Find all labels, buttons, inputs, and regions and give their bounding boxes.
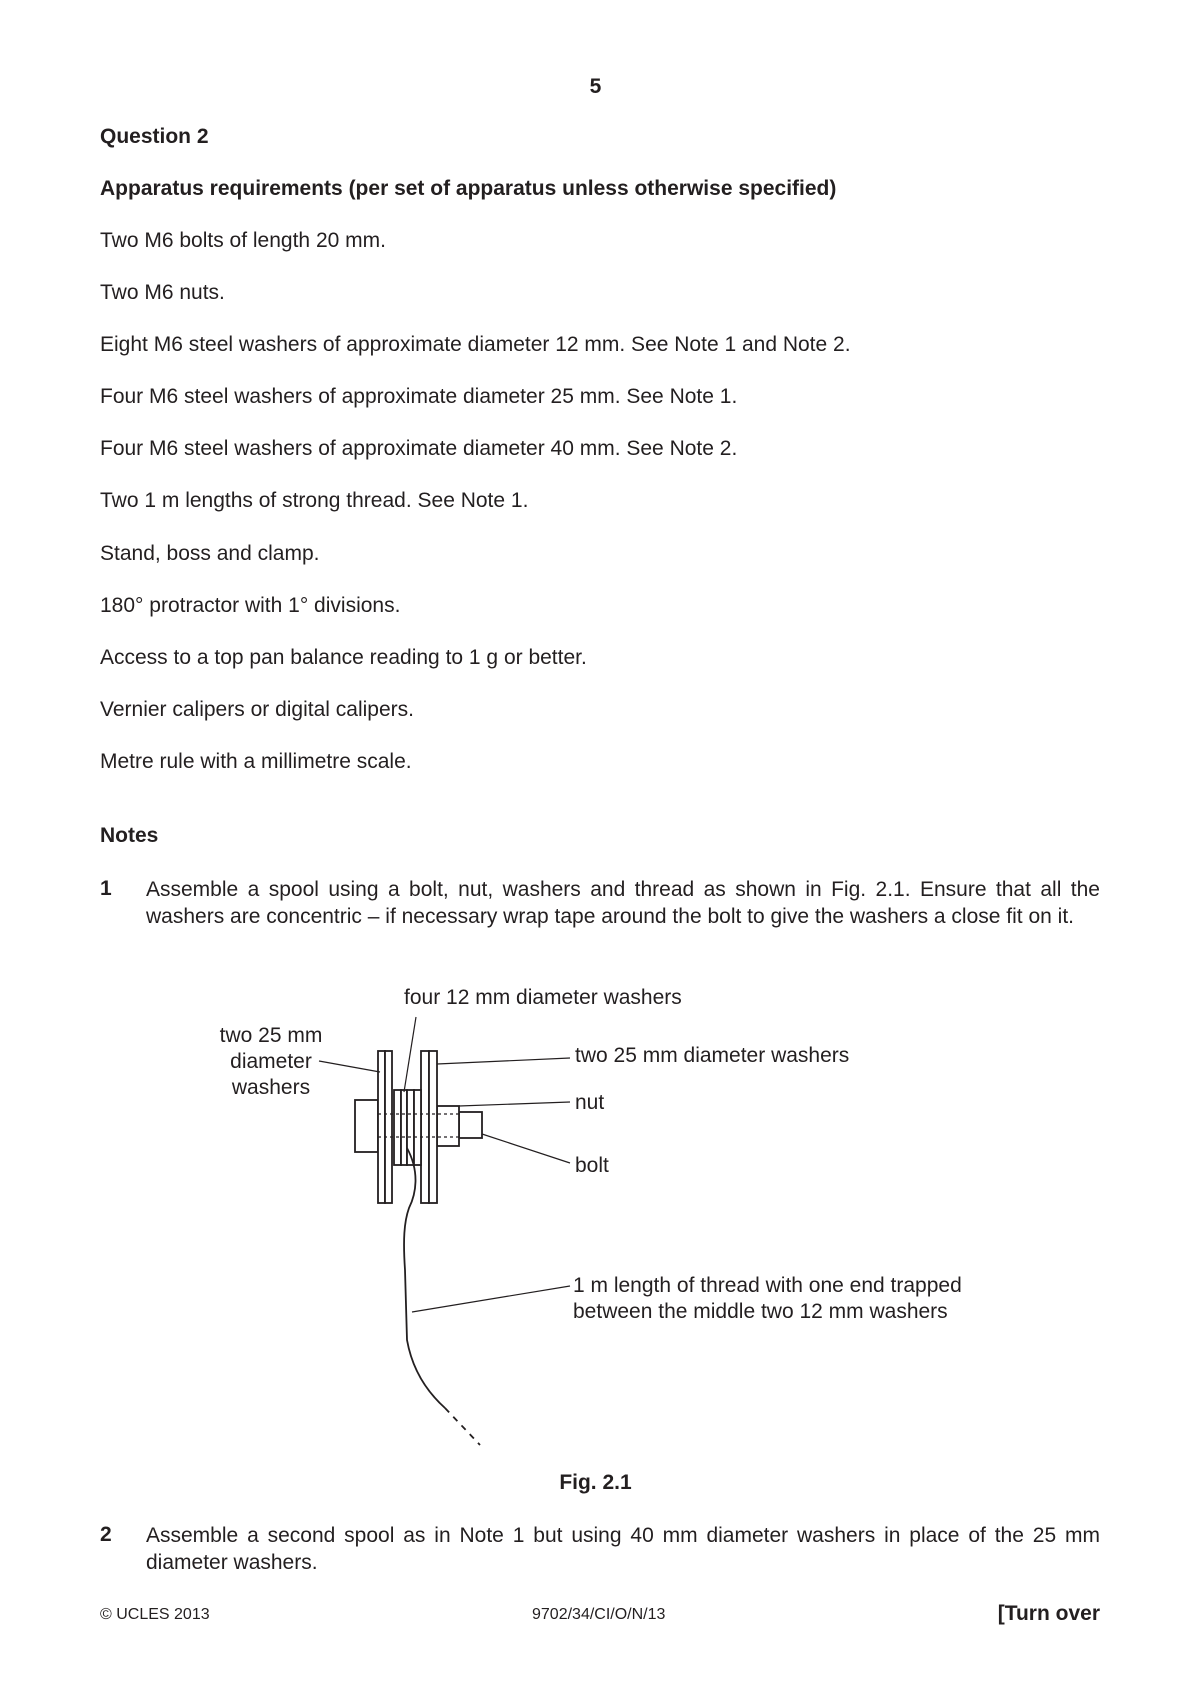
apparatus-heading: Apparatus requirements (per set of apparatus unless otherwise specified)	[100, 177, 837, 200]
washer-right-inner	[421, 1051, 429, 1203]
apparatus-item: Stand, boss and clamp.	[100, 542, 320, 565]
apparatus-item: Access to a top pan balance reading to 1 g or better.	[100, 646, 587, 669]
notes-heading: Notes	[100, 824, 159, 847]
label-left-washers-2: diameter	[230, 1050, 312, 1073]
washer-right-outer	[429, 1051, 437, 1203]
leader-right-washers	[437, 1058, 570, 1064]
figure-caption: Fig. 2.1	[559, 1471, 632, 1494]
thread-dashed	[445, 1408, 480, 1445]
leader-top	[404, 1017, 416, 1092]
label-left-washers-1: two 25 mm	[219, 1024, 323, 1047]
footer-turn-over: [Turn over	[997, 1602, 1100, 1625]
small-washer	[414, 1090, 421, 1165]
label-small-washers: four 12 mm diameter washers	[404, 986, 682, 1009]
label-nut: nut	[575, 1091, 605, 1114]
leader-left	[319, 1061, 380, 1072]
apparatus-item: Vernier calipers or digital calipers.	[100, 698, 414, 721]
note-text: Assemble a spool using a bolt, nut, washers and thread as shown in Fig. 2.1. Ensure that all the washers are concentric – if necessary wrap tape around the bolt to give the washers a close fit on it.	[146, 878, 1100, 928]
small-washer	[394, 1090, 401, 1165]
apparatus-item: Four M6 steel washers of approximate diameter 40 mm. See Note 2.	[100, 437, 738, 460]
bolt-shank-end	[459, 1112, 482, 1138]
apparatus-item: Two 1 m lengths of strong thread. See Note 1.	[100, 489, 529, 512]
washer-left-outer	[378, 1051, 385, 1203]
question-heading: Question 2	[100, 125, 209, 148]
label-left-washers-3: washers	[231, 1076, 311, 1099]
leader-nut	[459, 1102, 570, 1106]
leader-thread	[412, 1286, 570, 1312]
apparatus-item: Two M6 nuts.	[100, 281, 225, 304]
apparatus-item: Four M6 steel washers of approximate diameter 25 mm. See Note 1.	[100, 385, 738, 408]
washer-left-inner	[385, 1051, 392, 1203]
apparatus-item: Two M6 bolts of length 20 mm.	[100, 229, 386, 252]
note-number: 2	[100, 1523, 112, 1546]
nut-shape	[437, 1106, 459, 1146]
note-number: 1	[100, 877, 112, 900]
footer-copyright: © UCLES 2013	[100, 1606, 210, 1623]
footer-code: 9702/34/CI/O/N/13	[532, 1606, 666, 1623]
note-text: Assemble a second spool as in Note 1 but using 40 mm diameter washers in place of the 25 mm diameter washers.	[146, 1524, 1100, 1574]
label-thread-1: 1 m length of thread with one end trapped	[573, 1274, 962, 1297]
apparatus-item: Metre rule with a millimetre scale.	[100, 750, 412, 773]
label-thread-2: between the middle two 12 mm washers	[573, 1300, 948, 1323]
apparatus-item: Eight M6 steel washers of approximate diameter 12 mm. See Note 1 and Note 2.	[100, 333, 851, 356]
bolt-head	[355, 1100, 378, 1152]
apparatus-item: 180° protractor with 1° divisions.	[100, 594, 401, 617]
label-bolt: bolt	[575, 1154, 609, 1177]
label-right-washers: two 25 mm diameter washers	[575, 1044, 850, 1067]
page-number: 5	[589, 75, 602, 98]
leader-bolt	[482, 1134, 570, 1163]
